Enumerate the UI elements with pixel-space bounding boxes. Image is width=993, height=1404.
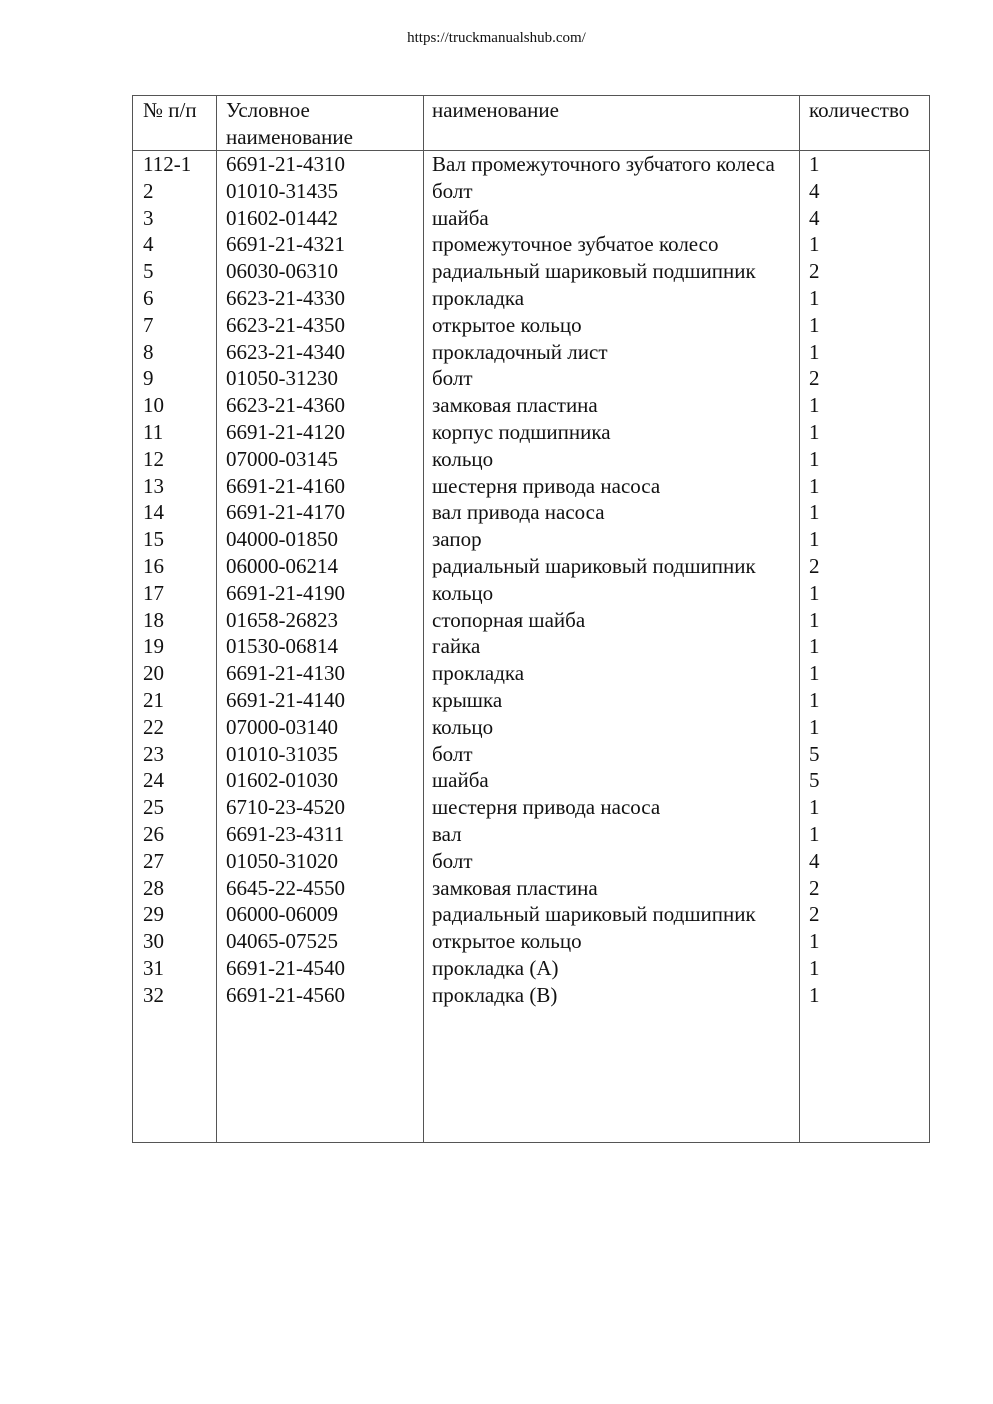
table-row (133, 660, 929, 687)
cell-name: крышка (432, 687, 503, 712)
cell-code: 01602-01442 (226, 205, 338, 230)
cell-name: болт (432, 848, 473, 873)
table-row (133, 714, 929, 741)
table-body (133, 151, 929, 1009)
cell-code: 01050-31020 (226, 848, 338, 873)
cell-num: 18 (143, 607, 164, 632)
cell-num: 25 (143, 795, 164, 820)
cell-code: 07000-03140 (226, 714, 338, 739)
table-row (133, 955, 929, 982)
cell-num: 16 (143, 553, 164, 578)
cell-qty: 1 (809, 580, 820, 605)
cell-name: стопорная шайба (432, 607, 586, 632)
cell-num: 13 (143, 473, 164, 498)
cell-qty: 4 (809, 848, 820, 873)
cell-name: радиальный шариковый подшипник (432, 902, 756, 927)
table-row (133, 741, 929, 768)
table-row (133, 231, 929, 258)
cell-code: 6623-21-4360 (226, 393, 345, 418)
cell-name: шайба (432, 768, 489, 793)
cell-code: 07000-03145 (226, 446, 338, 471)
cell-name: кольцо (432, 580, 494, 605)
cell-num: 26 (143, 821, 164, 846)
cell-num: 23 (143, 741, 164, 766)
cell-name: прокладочный лист (432, 339, 608, 364)
cell-name: прокладка (А) (432, 955, 559, 980)
cell-name: Вал промежуточного зубчатого колеса (432, 152, 775, 176)
cell-name: замковая пластина (432, 393, 598, 418)
cell-qty: 1 (809, 714, 820, 739)
cell-code: 01050-31230 (226, 366, 338, 391)
cell-code: 01658-26823 (226, 607, 338, 632)
cell-num: 20 (143, 661, 164, 686)
cell-qty: 1 (809, 312, 820, 337)
cell-qty: 1 (809, 339, 820, 364)
cell-qty: 1 (809, 955, 820, 980)
cell-name: вал привода насоса (432, 500, 605, 525)
cell-code: 06000-06009 (226, 902, 338, 927)
table-row (133, 767, 929, 794)
table-row (133, 258, 929, 285)
cell-code: 6691-21-4160 (226, 473, 345, 498)
cell-qty: 1 (809, 473, 820, 498)
cell-name: замковая пластина (432, 875, 598, 900)
cell-qty: 5 (809, 741, 820, 766)
cell-num: 15 (143, 527, 164, 552)
cell-name: кольцо (432, 446, 494, 471)
cell-code: 6691-21-4321 (226, 232, 345, 257)
cell-name: шестерня привода насоса (432, 795, 661, 820)
table-row (133, 821, 929, 848)
cell-code: 6691-21-4120 (226, 419, 345, 444)
cell-name: болт (432, 366, 473, 391)
table-row (133, 687, 929, 714)
cell-code: 04000-01850 (226, 527, 338, 552)
cell-num: 24 (143, 768, 164, 793)
cell-qty: 2 (809, 902, 820, 927)
table-row (133, 633, 929, 660)
cell-num: 10 (143, 393, 164, 418)
cell-num: 32 (143, 982, 164, 1007)
cell-num: 7 (143, 312, 154, 337)
cell-qty: 4 (809, 205, 820, 230)
cell-qty: 1 (809, 607, 820, 632)
table-row (133, 339, 929, 366)
header-name: наименование (432, 98, 559, 122)
table-row (133, 928, 929, 955)
table-row (133, 580, 929, 607)
cell-code: 6691-23-4311 (226, 821, 345, 846)
cell-code: 6623-21-4350 (226, 312, 345, 337)
cell-name: болт (432, 178, 473, 203)
cell-name: прокладка (432, 661, 525, 686)
cell-qty: 1 (809, 446, 820, 471)
cell-num: 3 (143, 205, 154, 230)
table-row (133, 473, 929, 500)
cell-num: 31 (143, 955, 164, 980)
cell-code: 6691-21-4190 (226, 580, 345, 605)
table-row (133, 794, 929, 821)
cell-qty: 1 (809, 929, 820, 954)
cell-num: 14 (143, 500, 164, 525)
cell-num: 27 (143, 848, 164, 873)
cell-name: прокладка (432, 285, 525, 310)
cell-qty: 1 (809, 982, 820, 1007)
parts-table (132, 95, 930, 1143)
cell-num: 6 (143, 285, 154, 310)
cell-qty: 5 (809, 768, 820, 793)
cell-qty: 1 (809, 500, 820, 525)
table-row (133, 553, 929, 580)
cell-code: 06000-06214 (226, 553, 338, 578)
cell-name: открытое кольцо (432, 312, 582, 337)
table-row (133, 285, 929, 312)
table-row (133, 312, 929, 339)
table-row (133, 151, 929, 178)
cell-code: 6691-21-4310 (226, 152, 345, 176)
cell-qty: 1 (809, 795, 820, 820)
cell-name: прокладка (В) (432, 982, 558, 1007)
cell-code: 6691-21-4540 (226, 955, 345, 980)
cell-name: радиальный шариковый подшипник (432, 553, 756, 578)
cell-num: 17 (143, 580, 164, 605)
cell-code: 6645-22-4550 (226, 875, 345, 900)
header-num: № п/п (143, 98, 197, 122)
cell-name: шестерня привода насоса (432, 473, 661, 498)
cell-qty: 2 (809, 366, 820, 391)
table-row (133, 982, 929, 1009)
header-qty: количество (809, 98, 910, 122)
cell-qty: 1 (809, 232, 820, 257)
cell-code: 6691-21-4140 (226, 687, 345, 712)
table-header-row (133, 96, 929, 150)
cell-code: 6710-23-4520 (226, 795, 345, 820)
cell-num: 21 (143, 687, 164, 712)
cell-name: радиальный шариковый подшипник (432, 259, 756, 284)
cell-qty: 1 (809, 821, 820, 846)
table-row (133, 446, 929, 473)
cell-code: 01010-31035 (226, 741, 338, 766)
cell-num: 4 (143, 232, 154, 257)
cell-qty: 1 (809, 661, 820, 686)
cell-num: 8 (143, 339, 154, 364)
cell-qty: 1 (809, 152, 820, 176)
table-row (133, 392, 929, 419)
table-row (133, 848, 929, 875)
table-row (133, 205, 929, 232)
cell-num: 112-1 (143, 152, 192, 176)
cell-qty: 1 (809, 285, 820, 310)
cell-name: шайба (432, 205, 489, 230)
cell-qty: 1 (809, 634, 820, 659)
cell-name: болт (432, 741, 473, 766)
cell-num: 5 (143, 259, 154, 284)
table-row (133, 526, 929, 553)
cell-num: 2 (143, 178, 154, 203)
cell-code: 01530-06814 (226, 634, 338, 659)
table-row (133, 419, 929, 446)
cell-code: 6691-21-4130 (226, 661, 345, 686)
cell-code: 01602-01030 (226, 768, 338, 793)
table-row (133, 607, 929, 634)
cell-code: 01010-31435 (226, 178, 338, 203)
table-row (133, 178, 929, 205)
cell-name: промежуточное зубчатое колесо (432, 232, 719, 257)
cell-qty: 1 (809, 687, 820, 712)
cell-num: 22 (143, 714, 164, 739)
cell-num: 9 (143, 366, 154, 391)
cell-num: 28 (143, 875, 164, 900)
cell-name: запор (432, 527, 482, 552)
cell-name: кольцо (432, 714, 494, 739)
header-url: https://truckmanualshub.com/ (407, 30, 586, 46)
cell-num: 11 (143, 419, 164, 444)
cell-num: 30 (143, 929, 164, 954)
cell-name: гайка (432, 634, 481, 659)
cell-qty: 2 (809, 875, 820, 900)
cell-code: 6623-21-4340 (226, 339, 345, 364)
cell-num: 12 (143, 446, 164, 471)
cell-code: 6691-21-4170 (226, 500, 345, 525)
cell-code: 04065-07525 (226, 929, 338, 954)
cell-num: 19 (143, 634, 164, 659)
cell-name: корпус подшипника (432, 419, 611, 444)
cell-qty: 2 (809, 553, 820, 578)
cell-qty: 1 (809, 527, 820, 552)
cell-code: 6623-21-4330 (226, 285, 345, 310)
cell-qty: 2 (809, 259, 820, 284)
cell-code: 06030-06310 (226, 259, 338, 284)
cell-qty: 1 (809, 393, 820, 418)
cell-name: вал (432, 821, 462, 846)
cell-code: 6691-21-4560 (226, 982, 345, 1007)
cell-qty: 4 (809, 178, 820, 203)
table-row (133, 365, 929, 392)
table-row (133, 499, 929, 526)
cell-num: 29 (143, 902, 164, 927)
cell-name: открытое кольцо (432, 929, 582, 954)
cell-qty: 1 (809, 419, 820, 444)
table-row (133, 875, 929, 902)
header-code: Условное наименование (226, 98, 353, 149)
table-row (133, 901, 929, 928)
